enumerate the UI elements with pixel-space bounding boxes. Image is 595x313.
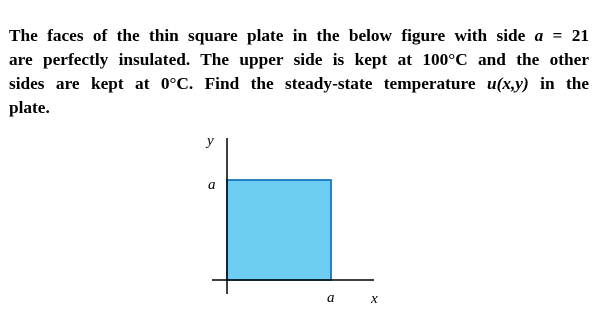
problem-text: plate. [9,98,50,117]
x-axis-label: x [371,291,378,307]
y-tick-label-a: a [208,177,216,193]
y-axis-label: y [207,133,214,149]
variable-a: a [534,26,544,45]
problem-text: The faces of the thin square plate in the below figure with side [9,26,535,45]
problem-text: = 21 [543,26,589,45]
problem-text: are perfectly insulated. The upper side is kept at 100°C and the other [9,50,589,69]
x-tick-label-a: a [327,290,335,306]
problem-text: in the [528,74,590,93]
square-plate [227,180,331,280]
problem-text: sides are kept at 0°C. Find the steady-state temperature [9,74,487,93]
temperature-function: u(x,y) [486,74,529,93]
